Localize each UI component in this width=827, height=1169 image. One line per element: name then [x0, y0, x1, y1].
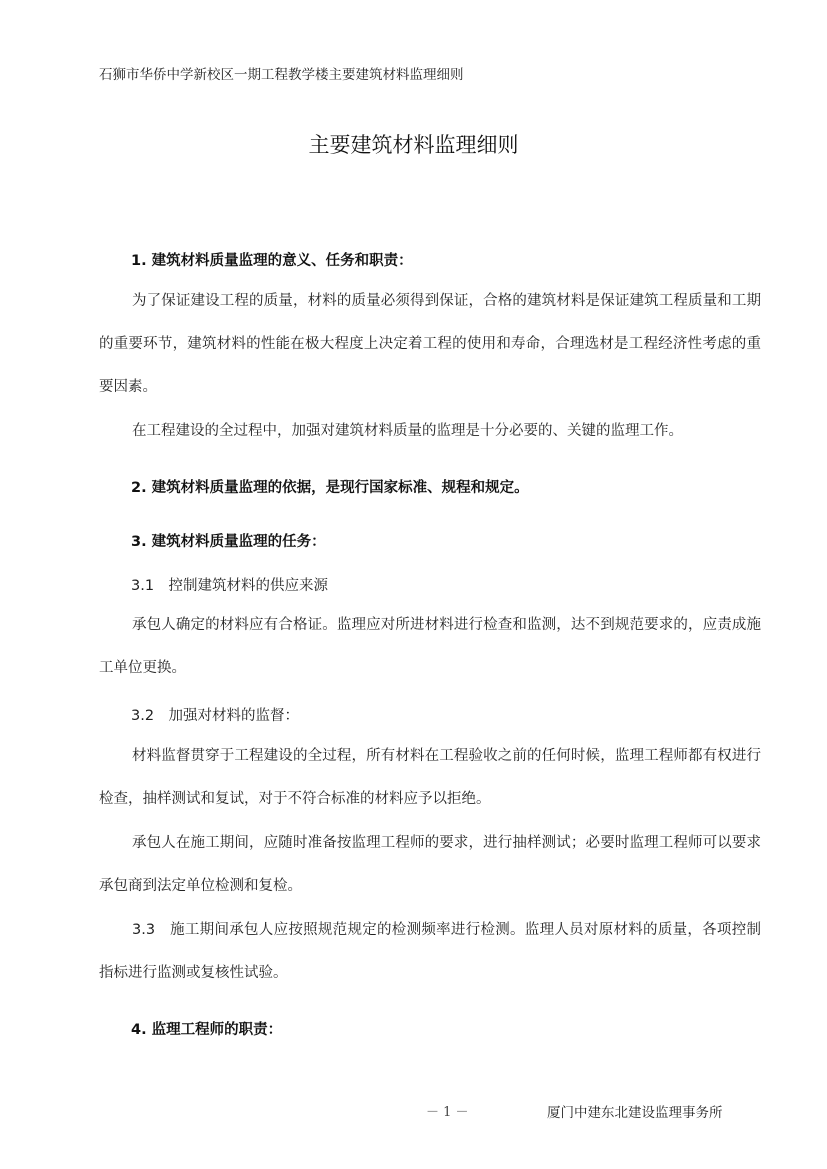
paragraph-supervision: 材料监督贯穿于工程建设的全过程，所有材料在工程验收之前的任何时候，监理工程师都有权进行检查，抽样测试和复试，对于不符合标准的材料应予以拒绝。: [99, 748, 761, 807]
footer-company: 厦门中建东北建设监理事务所: [547, 1105, 723, 1121]
subheading-3-1: 3.1 控制建筑材料的供应来源: [131, 578, 329, 594]
section-heading-4: 4. 监理工程师的职责：: [131, 1022, 283, 1038]
paragraph-importance: 在工程建设的全过程中，加强对建筑材料质量的监理是十分必要的、关键的监理工作。: [132, 423, 683, 439]
section-heading-3: 3. 建筑材料质量监理的任务：: [131, 534, 326, 550]
paragraph-3-3: 3.3 施工期间承包人应按照规范规定的检测频率进行检测。监理人员对原材料的质量，各项控制指标进行监测或复核性试验。: [99, 922, 761, 981]
subheading-3-2: 3.2 加强对材料的监督：: [131, 708, 300, 724]
running-header: 石狮市华侨中学新校区一期工程教学楼主要建筑材料监理细则: [99, 67, 464, 83]
paragraph-supply-source: 承包人确定的材料应有合格证。监理应对所进材料进行检查和监测，达不到规范要求的，应责成施工单位更换。: [99, 617, 761, 676]
document-title: 主要建筑材料监理细则: [308, 133, 519, 157]
paragraph-purpose: 为了保证建设工程的质量，材料的质量必须得到保证，合格的建筑材料是保证建筑工程质量和工期的重要环节，建筑材料的性能在极大程度上决定着工程的使用和寿命，合理选材是工程经济性考虑的重要因素。: [99, 293, 761, 395]
section-heading-2: 2. 建筑材料质量监理的依据，是现行国家标准、规程和规定。: [131, 480, 529, 496]
section-heading-1: 1. 建筑材料质量监理的意义、任务和职责：: [131, 253, 413, 269]
paragraph-sampling: 承包人在施工期间，应随时准备按监理工程师的要求，进行抽样测试；必要时监理工程师可以要求承包商到法定单位检测和复检。: [99, 835, 761, 894]
page-number: － 1 －: [426, 1105, 469, 1120]
